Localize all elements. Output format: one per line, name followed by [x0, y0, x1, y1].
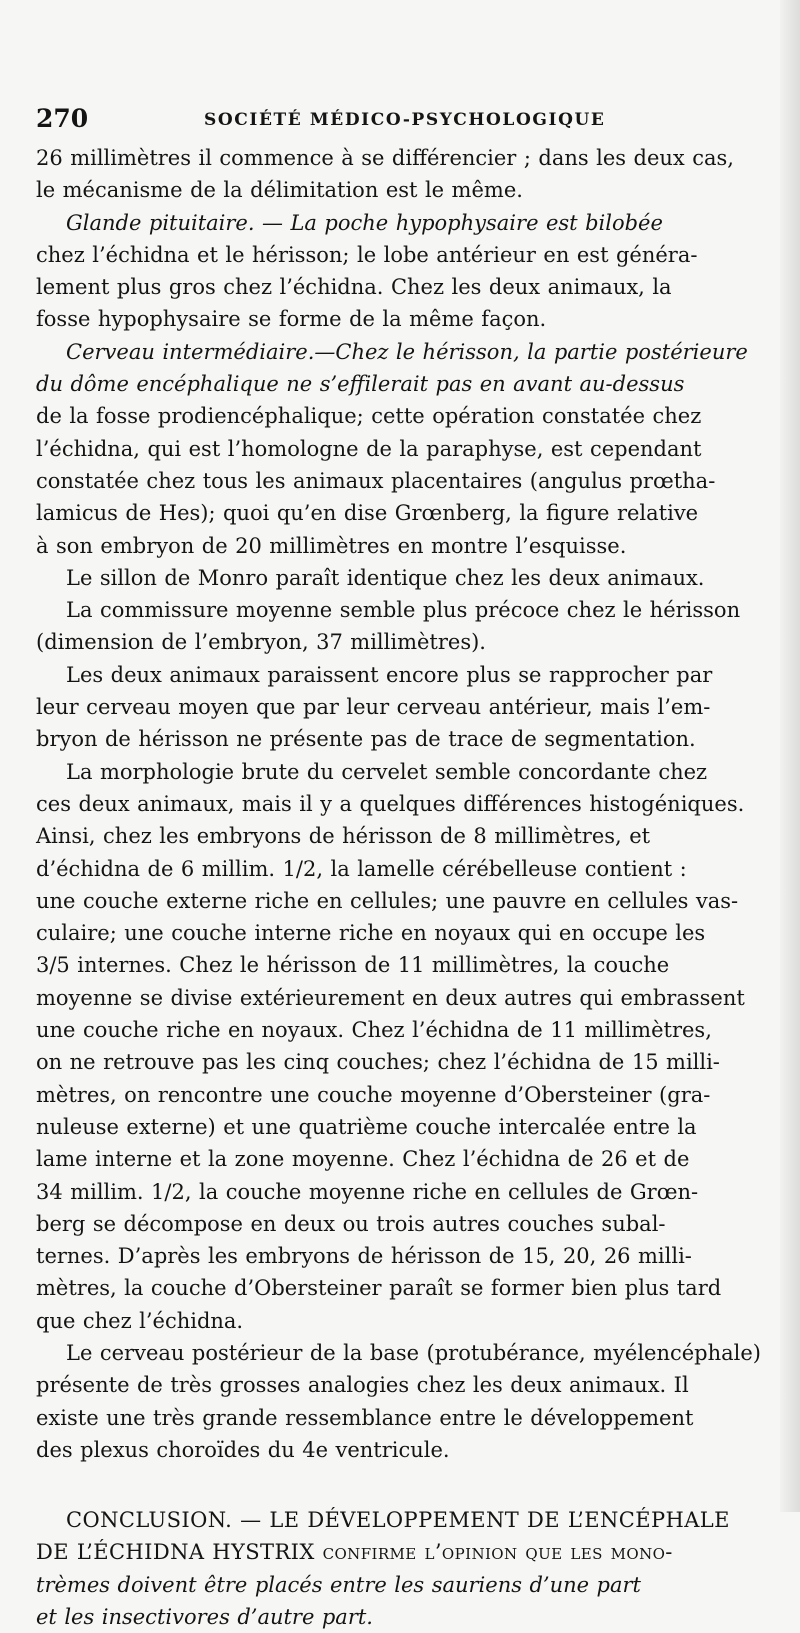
section-gap: [36, 1466, 768, 1504]
text-line: présente de très grosses analogies chez les deux animaux. Il: [36, 1373, 689, 1398]
text-line: 34 millim. 1/2, la couche moyenne riche en cellules de Grœn-: [36, 1179, 699, 1204]
text-line: Le sillon de Monro paraît identique chez les deux animaux.: [66, 565, 705, 590]
text-line: mètres, on rencontre une couche moyenne d’Obersteiner (gra-: [36, 1082, 711, 1107]
text-line: constatée chez tous les animaux placentaires (angulus prœtha-: [36, 468, 716, 493]
text-line: chez l’échidna et le hérisson; le lobe antérieur en est généra-: [36, 242, 698, 267]
text-line: ces deux animaux, mais il y a quelques différences histogéniques.: [36, 791, 745, 816]
text-line: lement plus gros chez l’échidna. Chez les deux animaux, la: [36, 275, 672, 300]
page-header: [36, 96, 768, 142]
text-line: l’échidna, qui est l’homologne de la paraphyse, est cependant: [36, 436, 702, 461]
conclusion-line: et les insectivores d’autre part.: [36, 1605, 373, 1630]
text-line: des plexus choroïdes du 4e ventricule.: [36, 1437, 450, 1462]
text-line: Le cerveau postérieur de la base (protubérance, myélencéphale): [66, 1340, 762, 1365]
text-line: 3/5 internes. Chez le hérisson de 11 millimètres, la couche: [36, 953, 670, 978]
text-line: de la fosse prodiencéphalique; cette opération constatée chez: [36, 404, 702, 429]
running-head: SOCIÉTÉ MÉDICO-PSYCHOLOGIQUE: [204, 110, 606, 130]
text-line: lame interne et la zone moyenne. Chez l’échidna de 26 et de: [36, 1147, 690, 1172]
text-line: Les deux animaux paraissent encore plus se rapprocher par: [66, 662, 713, 687]
text-line: berg se décompose en deux ou trois autres couches subal-: [36, 1211, 666, 1236]
text-line: une couche externe riche en cellules; une pauvre en cellules vas-: [36, 888, 739, 913]
conclusion-line: DE L’ÉCHIDNA HYSTRIX confirme l’opinion que les mono-: [36, 1540, 673, 1565]
text-line: culaire; une couche interne riche en noyaux qui en occupe les: [36, 921, 706, 946]
text-line: du dôme encéphalique ne s’effilerait pas en avant au-dessus: [36, 372, 685, 397]
text-line: Ainsi, chez les embryons de hérisson de 8 millimètres, et: [36, 824, 651, 849]
text-line: Cerveau intermédiaire.—Chez le hérisson, la partie postérieure: [66, 339, 748, 364]
text-line: une couche riche en noyaux. Chez l’échidna de 11 millimètres,: [36, 1018, 712, 1043]
text-line: fosse hypophysaire se forme de la même façon.: [36, 307, 547, 332]
page-number: 270: [36, 104, 89, 133]
text-line: que chez l’échidna.: [36, 1308, 244, 1333]
conclusion-paragraph: [36, 1504, 768, 1633]
text-line: moyenne se divise extérieurement en deux autres qui embrassent: [36, 985, 745, 1010]
text-line: mètres, la couche d’Obersteiner paraît se former bien plus tard: [36, 1276, 722, 1301]
text-line: ternes. D’après les embryons de hérisson de 15, 20, 26 milli-: [36, 1244, 692, 1269]
text-line: La morphologie brute du cervelet semble concordante chez: [66, 759, 708, 784]
text-line: La commissure moyenne semble plus précoce chez le hérisson: [66, 598, 741, 623]
text-line: bryon de hérisson ne présente pas de trace de segmentation.: [36, 727, 696, 752]
text-line: lamicus de Hes); quoi qu’en dise Grœnberg, la figure relative: [36, 501, 699, 526]
text-line: 26 millimètres il commence à se différencier ; dans les deux cas,: [36, 146, 734, 170]
body-text: [36, 142, 768, 1466]
text-line: leur cerveau moyen que par leur cerveau antérieur, mais l’em-: [36, 695, 711, 720]
text-line: nuleuse externe) et une quatrième couche intercalée entre la: [36, 1114, 697, 1139]
text-line: on ne retrouve pas les cinq couches; chez l’échidna de 15 milli-: [36, 1050, 720, 1075]
text-line: (dimension de l’embryon, 37 millimètres).: [36, 630, 486, 655]
conclusion-line: trèmes doivent être placés entre les sauriens d’une part: [36, 1572, 641, 1597]
text-line: d’échidna de 6 millim. 1/2, la lamelle cérébelleuse contient :: [36, 856, 687, 881]
document-page: [36, 96, 768, 1630]
text-line: le mécanisme de la délimitation est le même.: [36, 178, 523, 203]
text-line: Glande pituitaire. — La poche hypophysaire est bilobée: [66, 210, 663, 235]
text-line: existe une très grande ressemblance entre le développement: [36, 1405, 694, 1430]
text-line: à son embryon de 20 millimètres en montre l’esquisse.: [36, 533, 627, 558]
conclusion-line: CONCLUSION. — LE DÉVELOPPEMENT DE L’ENCÉPHALE: [66, 1508, 730, 1533]
